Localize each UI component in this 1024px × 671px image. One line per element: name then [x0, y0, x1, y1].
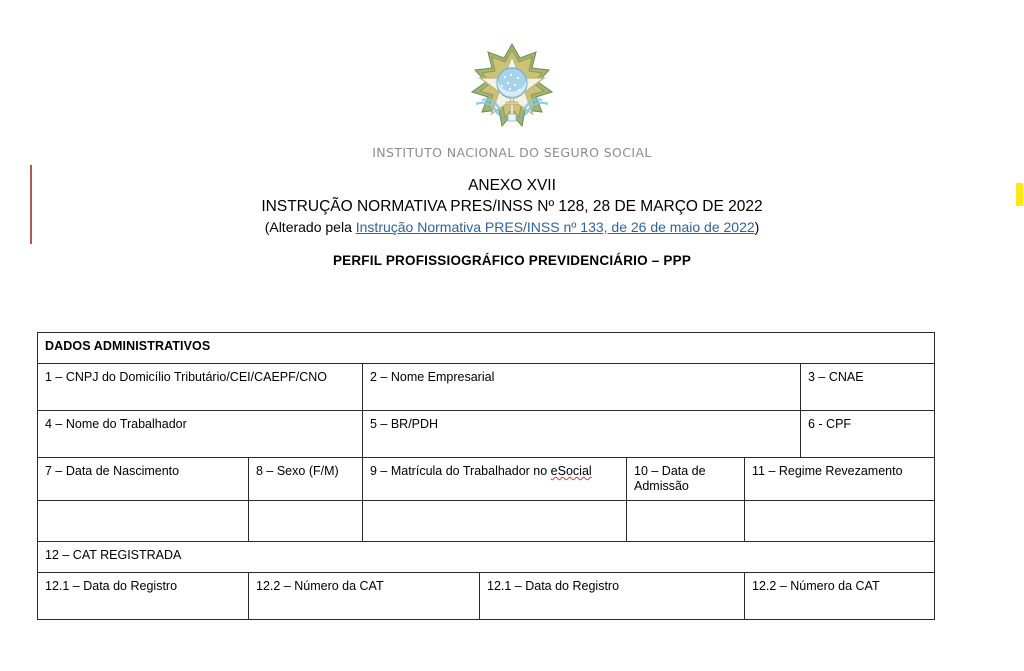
section-header-cell: DADOS ADMINISTRATIVOS — [38, 333, 935, 364]
input-cell-data-admissao[interactable] — [627, 501, 745, 542]
table-row-section-header — [38, 333, 935, 364]
field-cell-data-registro-2: 12.1 – Data do Registro — [480, 573, 745, 620]
input-cell-regime-revezamento[interactable] — [745, 501, 935, 542]
input-cell-sexo[interactable] — [249, 501, 363, 542]
institute-name: INSTITUTO NACIONAL DO SEGURO SOCIAL — [372, 145, 652, 160]
field-cell-nome-empresarial: 2 – Nome Empresarial — [363, 364, 801, 411]
input-cell-data-nascimento[interactable] — [38, 501, 249, 542]
table-row-3 — [38, 458, 935, 501]
field-cell-cnpj: 1 – CNPJ do Domicílio Tributário/CEI/CAEPF/CNO — [38, 364, 363, 411]
table-row-cat-header — [38, 542, 935, 573]
table-row-cat-fields — [38, 573, 935, 620]
field-cell-data-nascimento: 7 – Data de Nascimento — [38, 458, 249, 501]
field-cell-sexo: 8 – Sexo (F/M) — [249, 458, 363, 501]
coat-of-arms-emblem — [0, 40, 1024, 132]
field-cell-data-registro-1: 12.1 – Data do Registro — [38, 573, 249, 620]
normative-instruction-line: INSTRUÇÃO NORMATIVA PRES/INSS Nº 128, 28 DE MARÇO DE 2022 — [261, 197, 763, 215]
heading-block — [0, 176, 1024, 238]
page-title: PERFIL PROFISSIOGRÁFICO PREVIDENCIÁRIO – PPP — [332, 253, 692, 268]
esocial-misspelled-word: eSocial — [550, 464, 592, 478]
table-row-3-inputs — [38, 501, 935, 542]
amendment-link[interactable]: Instrução Normativa PRES/INSS nº 133, de 26 de maio de 2022 — [355, 219, 755, 235]
field-cell-cpf: 6 - CPF — [801, 411, 935, 458]
table-row-1 — [38, 364, 935, 411]
annex-number: ANEXO XVII — [468, 177, 556, 194]
field-cell-br-pdh: 5 – BR/PDH — [363, 411, 801, 458]
matricula-label-prefix: 9 – Matrícula do Trabalhador no — [370, 464, 551, 478]
input-cell-matricula-esocial[interactable] — [363, 501, 627, 542]
administrative-data-table — [37, 332, 935, 620]
field-cell-nome-trabalhador: 4 – Nome do Trabalhador — [38, 411, 363, 458]
field-cell-cnae: 3 – CNAE — [801, 364, 935, 411]
amendment-line — [0, 217, 1024, 238]
brazil-coat-of-arms-icon — [464, 40, 560, 132]
field-cell-numero-cat-1: 12.2 – Número da CAT — [249, 573, 480, 620]
field-cell-data-admissao: 10 – Data de Admissão — [627, 458, 745, 501]
field-cell-cat-registrada: 12 – CAT REGISTRADA — [38, 542, 935, 573]
amendment-suffix: ) — [754, 219, 760, 235]
field-cell-numero-cat-2: 12.2 – Número da CAT — [745, 573, 935, 620]
field-cell-regime-revezamento: 11 – Regime Revezamento — [745, 458, 935, 501]
amendment-prefix: (Alterado pela — [264, 219, 356, 235]
field-cell-matricula-esocial — [363, 458, 627, 501]
table-row-2 — [38, 411, 935, 458]
